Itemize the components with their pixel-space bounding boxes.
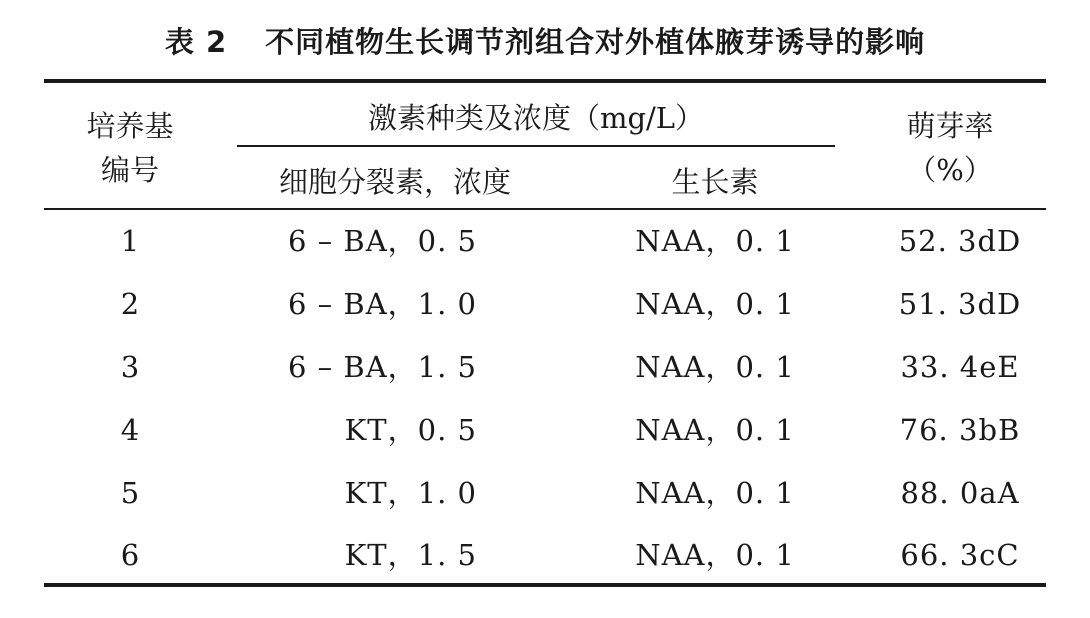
cell-auxin: NAA，0. 1 bbox=[635, 538, 795, 572]
cell-cytokinin: 6 – BA，0. 5 bbox=[288, 224, 477, 258]
cell-medium-number: 3 bbox=[120, 350, 140, 384]
cell-cytokinin: 6 – BA，1. 5 bbox=[288, 350, 477, 384]
header-sub-rule bbox=[237, 145, 835, 147]
cell-cytokinin: 6 – BA，1. 0 bbox=[288, 287, 477, 321]
cell-cytokinin: KT，1. 5 bbox=[344, 538, 477, 572]
cell-germination-rate: 66. 3cC bbox=[900, 538, 1020, 572]
top-rule bbox=[44, 79, 1046, 83]
header-body-rule bbox=[44, 208, 1046, 210]
cell-auxin: NAA，0. 1 bbox=[635, 413, 795, 447]
cell-medium-number: 6 bbox=[120, 538, 140, 572]
cell-auxin: NAA，0. 1 bbox=[635, 287, 795, 321]
cell-germination-rate: 88. 0aA bbox=[900, 476, 1020, 510]
cell-auxin: NAA，0. 1 bbox=[635, 350, 795, 384]
cell-cytokinin: KT，1. 0 bbox=[344, 476, 477, 510]
cell-medium-number: 4 bbox=[120, 413, 140, 447]
header-germination-rate bbox=[860, 104, 1040, 192]
header-cytokinin: 细胞分裂素，浓度 bbox=[278, 165, 511, 199]
header-medium-number bbox=[60, 104, 200, 192]
cell-medium-number: 2 bbox=[120, 287, 140, 321]
cell-germination-rate: 76. 3bB bbox=[899, 413, 1021, 447]
table-title: 不同植物生长调节剂组合对外植体腋芽诱导的影响 bbox=[265, 25, 926, 59]
cell-germination-rate: 33. 4eE bbox=[900, 350, 1020, 384]
table-label: 表 2 bbox=[164, 25, 228, 59]
cell-cytokinin: KT，0. 5 bbox=[344, 413, 477, 447]
cell-auxin: NAA，0. 1 bbox=[635, 224, 795, 258]
bottom-rule bbox=[44, 583, 1046, 587]
header-germination-line1: 萌芽率 bbox=[906, 109, 994, 143]
cell-auxin: NAA，0. 1 bbox=[635, 476, 795, 510]
header-auxin: 生长素 bbox=[671, 165, 759, 199]
table-caption bbox=[0, 20, 1090, 61]
header-hormone-group: 激素种类及浓度（mg/L） bbox=[367, 101, 705, 135]
cell-germination-rate: 52. 3dD bbox=[898, 224, 1022, 258]
header-germination-line2: （%） bbox=[907, 153, 993, 187]
cell-medium-number: 5 bbox=[120, 476, 140, 510]
header-medium-line2: 编号 bbox=[100, 153, 159, 187]
cell-germination-rate: 51. 3dD bbox=[898, 287, 1022, 321]
cell-medium-number: 1 bbox=[120, 224, 140, 258]
header-medium-line1: 培养基 bbox=[86, 109, 174, 143]
